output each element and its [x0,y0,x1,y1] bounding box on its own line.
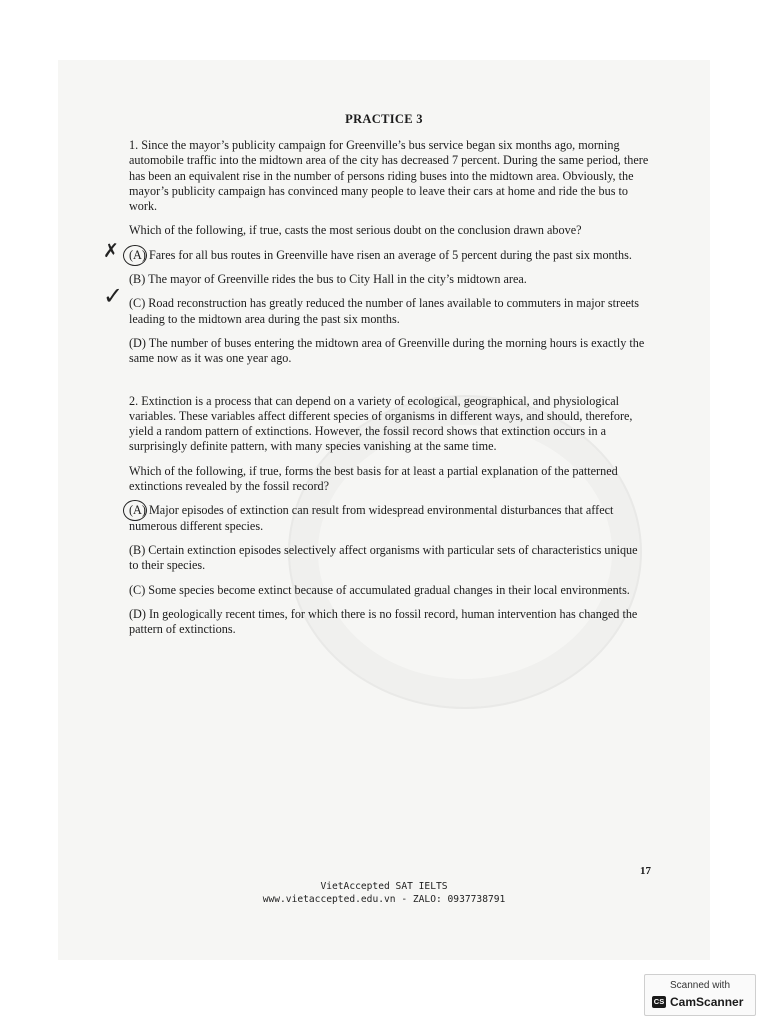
footer [0,880,768,906]
option-text: Fares for all bus routes in Greenville have risen an average of 5 percent during the past six months. [145,247,632,262]
question-1-option-c [103,282,649,327]
question-1-option-b [129,272,649,287]
option-label: (C) [129,582,146,597]
question-1-option-a [103,239,649,263]
option-text: Major episodes of extinction can result from widespread environmental disturbances that affect numerous different species. [129,503,614,533]
option-text: Certain extinction episodes selectively affect organisms with particular sets of characteristics unique to their species. [129,542,638,573]
option-label: (A) [129,247,146,262]
question-2-stem: 2. Extinction is a process that can depend on a variety of ecological, geographical, and physiological variables. These variables affect different species of organisms in different ways, and should, therefore, yield a random pattern of extinctions. However, the fossil record shows that extinction occurs in a surprisingly definite pattern, with many species vanishing at the same time. [129,393,633,454]
option-text: The number of buses entering the midtown area of Greenville during the morning hours is exactly the same now as it was one year ago. [129,335,645,366]
option-text: In geologically recent times, for which there is no fossil record, human intervention has changed the pattern of extinctions. [129,606,638,637]
option-label: (A) [129,503,146,518]
camscanner-name: CamScanner [670,995,744,1009]
question-1-option-d [129,336,649,367]
question-2-option-d [129,607,649,638]
option-label: (D) [129,606,146,621]
option-text: Some species become extinct because of accumulated gradual changes in their local environments. [145,582,630,597]
page-number: 17 [640,865,651,877]
question-2-option-c [129,583,649,598]
option-label: (B) [129,542,146,557]
page-title: PRACTICE 3 [345,112,423,126]
scanned-with-label: Scanned with [669,980,731,991]
question-2-prompt: Which of the following, if true, forms the best basis for at least a partial explanation of the patterned extinctions revealed by the fossil record? [129,463,618,494]
question-2-option-a [129,503,649,534]
check-mark-icon: ✓ [103,282,124,311]
camscanner-badge [644,974,756,1016]
option-text: The mayor of Greenville rides the bus to City Hall in the city’s midtown area. [145,272,527,287]
question-1-prompt: Which of the following, if true, casts the most serious doubt on the conclusion drawn above? [129,223,582,238]
footer-contact: www.vietaccepted.edu.vn - ZALO: 0937738791 [262,894,506,905]
cross-mark-icon: ✗ [103,239,119,262]
option-text: Road reconstruction has greatly reduced the number of lanes available to commuters in major streets leading to the midtown area during the past six months. [129,296,640,326]
camscanner-logo-icon: CS [653,997,665,1006]
footer-brand: VietAccepted SAT IELTS [320,881,448,892]
answer-circle-icon [123,245,147,266]
questions-content [103,138,649,637]
question-1-stem: 1. Since the mayor’s publicity campaign for Greenville’s bus service began six months ago, morning automobile traffic into the midtown area of the city has decreased 7 percent. During the same period, there has been an equivalent rise in the number of persons riding buses into the midtown area. Obviously, the mayor’s publicity campaign has convinced many people to leave their cars at home and ride the bus to work. [129,138,649,214]
option-label: (D) [129,335,146,350]
option-label: (C) [129,296,146,311]
question-2-option-b [129,543,649,574]
option-label: (B) [129,272,146,287]
